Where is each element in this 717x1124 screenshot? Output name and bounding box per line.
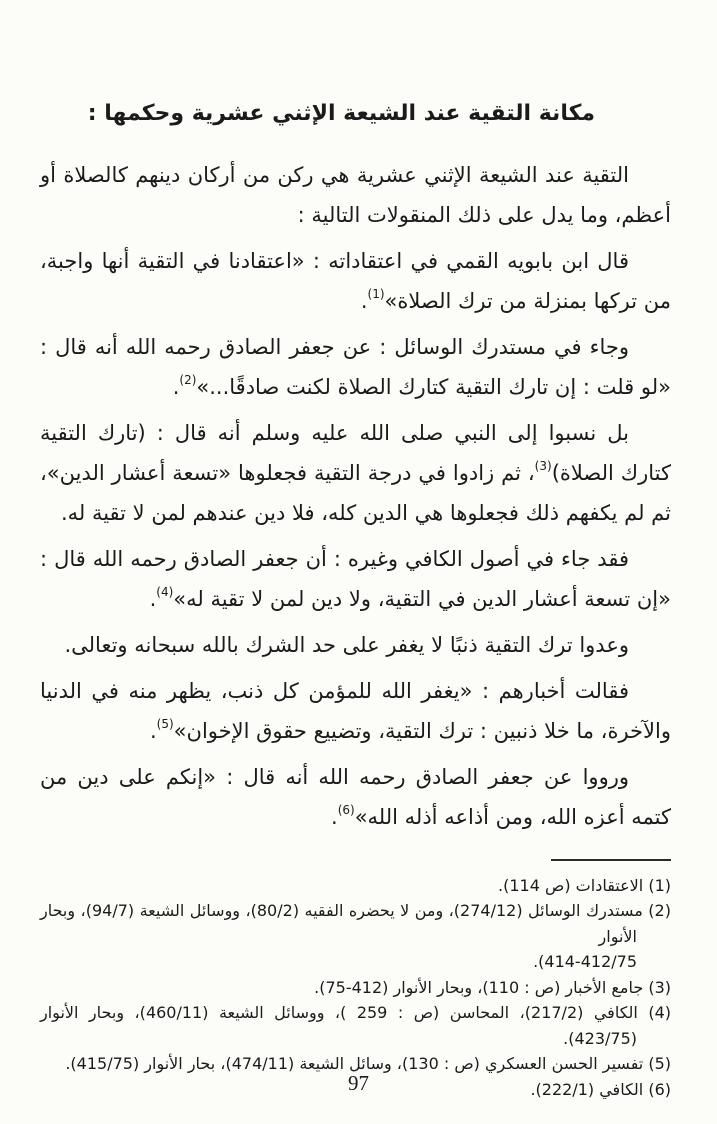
- footnote-marker: (4): [156, 584, 174, 599]
- footnote-text: (3) جامع الأخبار (ص : 110)، وبحار الأنوار (412-75).: [314, 977, 671, 997]
- footnote-item: [40, 975, 671, 1001]
- paragraph-text: فقالت أخبارهم : «يغفر الله للمؤمن كل ذنب، يظهر منه في الدنيا والآخرة، ما خلا ذنبين : ترك التقية، وتضييع حقوق الإخوان»: [40, 678, 671, 743]
- footnotes-list: [40, 873, 671, 1103]
- paragraph-text: .: [149, 718, 157, 743]
- footnote-text: 414-412/75).: [533, 952, 637, 972]
- paragraph-text: ورووا عن جعفر الصادق رحمه الله أنه قال : «إنكم على دين من كتمه أعزه الله، ومن أذاعه أذله الله»: [40, 764, 671, 829]
- paragraph: [40, 539, 671, 619]
- paragraph-text: .: [360, 288, 368, 313]
- footnote-text: (2) مستدرك الوسائل (274/12)، ومن لا يحضره الفقيه (80/2)، ووسائل الشيعة (94/7)، وبحار الأنوار: [40, 901, 671, 946]
- paragraph: [40, 757, 671, 837]
- paragraph-text: وعدوا ترك التقية ذنبًا لا يغفر على حد الشرك بالله سبحانه وتعالى.: [64, 632, 629, 657]
- footnote-item: [40, 898, 671, 975]
- footnote-item: [40, 1000, 671, 1051]
- footnote-text: (4) الكافي (217/2)، المحاسن (ص : 259 )، ووسائل الشيعة (460/11)، وبحار الأنوار (423/75).: [40, 1003, 672, 1048]
- paragraph-text: .: [149, 586, 157, 611]
- paragraph: [40, 327, 671, 407]
- page-title: مكانة التقية عند الشيعة الإثني عشرية وحكمها :: [87, 101, 595, 126]
- paragraph-text: .: [172, 374, 180, 399]
- footnote-text: (6) الكافي (222/1).: [530, 1079, 671, 1099]
- footnote-item: [40, 873, 671, 899]
- paragraph: [40, 241, 671, 321]
- footnote-text: (1) الاعتقادات (ص 114).: [498, 875, 671, 895]
- paragraph-text: بل نسبوا إلى النبي صلى الله عليه وسلم أنه قال : (تارك التقية كتارك الصلاة): [40, 420, 671, 485]
- footnote-separator: [551, 859, 671, 861]
- paragraph-text: فقد جاء في أصول الكافي وغيره : أن جعفر الصادق رحمه الله قال : «إن تسعة أعشار الدين في التقية، ولا دين لمن لا تقية له»: [40, 546, 671, 611]
- paragraph-text: .: [331, 804, 338, 829]
- paragraph: [40, 413, 671, 533]
- footnote-marker: (2): [179, 372, 197, 387]
- footnote-marker: (1): [367, 286, 385, 301]
- footnote-marker: (3): [534, 458, 552, 473]
- footnote-text: (5) تفسير الحسن العسكري (ص : 130)، وسائل الشيعة (474/11)، بحار الأنوار (415/75).: [65, 1054, 671, 1074]
- paragraph-text: وجاء في مستدرك الوسائل : عن جعفر الصادق رحمه الله أنه قال : «لو قلت : إن تارك التقية كتارك الصلاة لكنت صادقًا...»: [40, 334, 671, 399]
- paragraph-text: ، ثم زادوا في درجة التقية فجعلوها «تسعة أعشار الدين»، ثم لم يكفهم ذلك فجعلوها هي الدين كله، فلا دين عندهم لمن لا تقية له.: [40, 460, 671, 525]
- body-paragraphs: [40, 155, 671, 837]
- page-number: 97: [348, 1071, 369, 1095]
- paragraph: [40, 671, 671, 751]
- paragraph-text: قال ابن بابويه القمي في اعتقاداته : «اعتقادنا في التقية أنها واجبة، من تركها بمنزلة من ترك الصلاة»: [40, 248, 671, 313]
- footnote-marker: (6): [337, 802, 355, 817]
- paragraph-text: التقية عند الشيعة الإثني عشرية هي ركن من أركان دينهم كالصلاة أو أعظم، وما يدل على ذلك المنقولات التالية :: [40, 162, 671, 227]
- paragraph: [40, 155, 671, 235]
- footnote-marker: (5): [156, 716, 174, 731]
- paragraph: [40, 625, 671, 665]
